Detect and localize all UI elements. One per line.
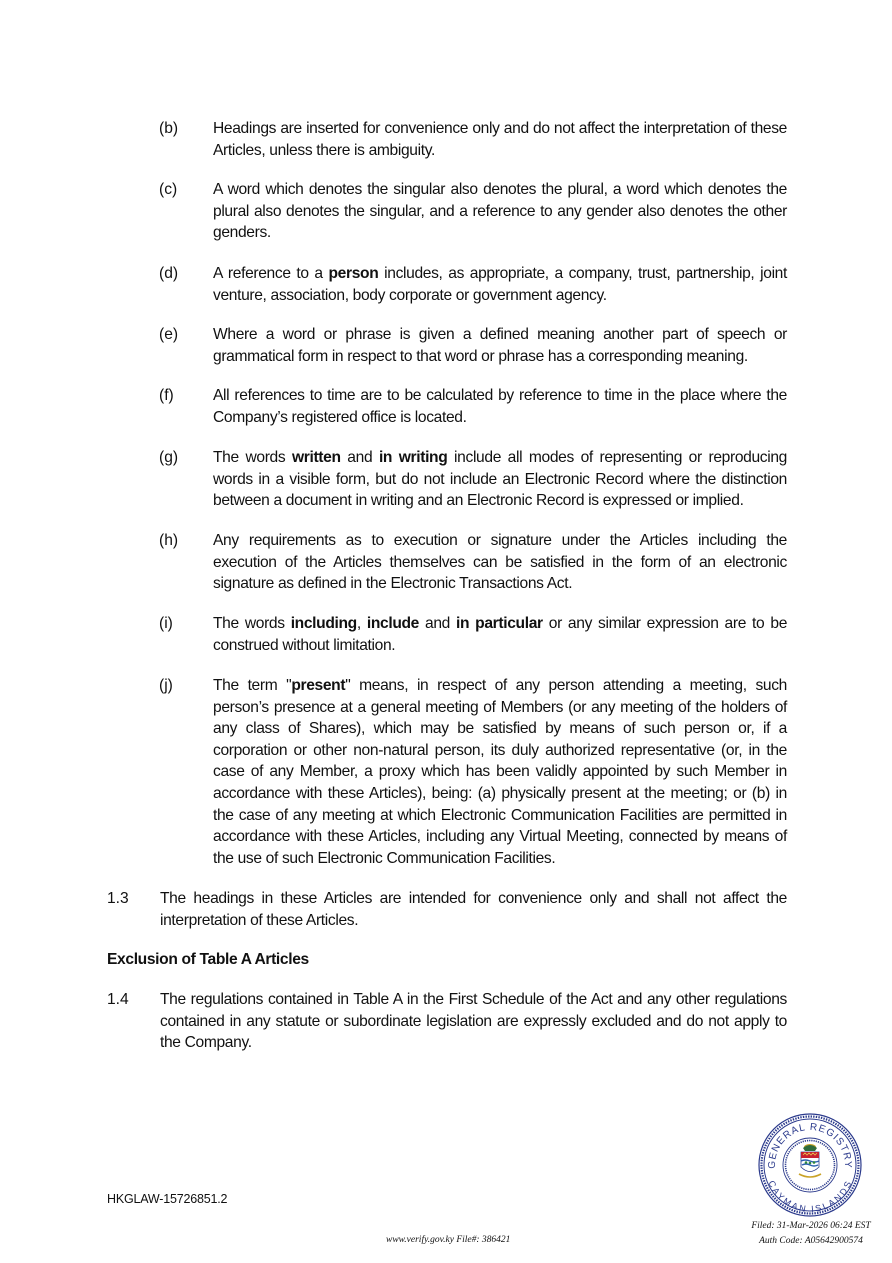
subclause-label: (h) <box>159 532 179 549</box>
defined-term: in writing <box>378 449 448 466</box>
subclause-label: (g) <box>159 449 179 466</box>
clause-1-3-text: The headings in these Articles are intended for convenience only and shall not affect the interpretation of these Articles. <box>160 890 787 929</box>
subclause-i-text: The words including, include and in particular or any similar expression are to be construed without limitation. <box>213 615 788 654</box>
section-heading: Exclusion of Table A Articles <box>107 951 309 968</box>
clause-number: 1.3 <box>107 890 129 907</box>
filed-timestamp: Filed: 31-Mar-2026 06:24 EST <box>751 1221 871 1231</box>
subclause-d-text: A reference to a person includes, as appropriate, a company, trust, partnership, joint venture, association, body corporate or government agency. <box>213 265 787 304</box>
auth-code: Auth Code: A05642900574 <box>759 1236 863 1246</box>
defined-term: present <box>291 677 346 694</box>
subclause-label: (d) <box>159 265 179 282</box>
subclause-label: (j) <box>159 677 173 694</box>
subclause-label: (e) <box>159 326 179 343</box>
subclause-e-text: Where a word or phrase is given a defined meaning another part of speech or grammatical form in respect to that word or phrase has a corresponding meaning. <box>213 326 787 365</box>
document-reference: HKGLAW-15726851.2 <box>107 1192 228 1206</box>
seal-top-text: GENERAL REGISTRY <box>766 1121 854 1169</box>
subclause-label: (f) <box>159 387 174 404</box>
seal-bottom-text: CAYMAN ISLANDS <box>766 1179 854 1215</box>
subclause-g-text: The words written and in writing include all modes of representing or reproducing words in a visible form, but do not include an Electronic Record where the distinction between a document in writing and an Electronic Record is expressed or implied. <box>213 449 788 510</box>
subclause-h-text: Any requirements as to execution or signature under the Articles including the execution of the Articles themselves can be satisfied in the form of an electronic signature as defined in the Electronic Transactions Act. <box>213 532 787 593</box>
subclause-label: (c) <box>159 181 178 198</box>
subclause-f-text: All references to time are to be calculated by reference to time in the place where the Company’s registered office is located. <box>213 387 787 426</box>
defined-term: including <box>290 615 357 632</box>
clause-1-4-text: The regulations contained in Table A in the First Schedule of the Act and any other regulations contained in any statute or subordinate legislation are expressly excluded and do not apply to the Company. <box>160 991 787 1052</box>
subclause-label: (i) <box>159 615 173 632</box>
svg-text:CAYMAN ISLANDS <box>766 1179 853 1214</box>
defined-term: written <box>291 449 341 466</box>
defined-term: in particular <box>456 615 543 632</box>
defined-term: include <box>366 615 419 632</box>
subclause-j-text: The term "present" means, in respect of any person attending a meeting, such person’s presence at a general meeting of Members (or any meeting of the holders of any class of Shares), which may be satisfied by means of such person or, if a corporation or other non-natural person, its duly authorized representative (or, in the case of any Member, a proxy which has been validly appointed by such Member in accordance with these Articles), being: (a) physically present at the meeting; or (b) in the case of any meeting at which Electronic Communication Facilities are permitted in accordance with these Articles, including any Virtual Meeting, connected by means of the use of such Electronic Communication Facilities. <box>213 677 787 867</box>
general-registry-seal-icon <box>757 1112 863 1218</box>
clause-number: 1.4 <box>107 991 129 1008</box>
subclause-b-text: Headings are inserted for convenience only and do not affect the interpretation of these Articles, unless there is ambiguity. <box>213 120 787 159</box>
subclause-label: (b) <box>159 120 179 137</box>
defined-term: person <box>328 265 379 282</box>
verify-link[interactable]: www.verify.gov.ky File#: 386421 <box>386 1235 511 1245</box>
subclause-c-text: A word which denotes the singular also denotes the plural, a word which denotes the plural also denotes the singular, and a reference to any gender also denotes the other genders. <box>213 181 787 242</box>
coat-of-arms-icon <box>799 1144 821 1177</box>
